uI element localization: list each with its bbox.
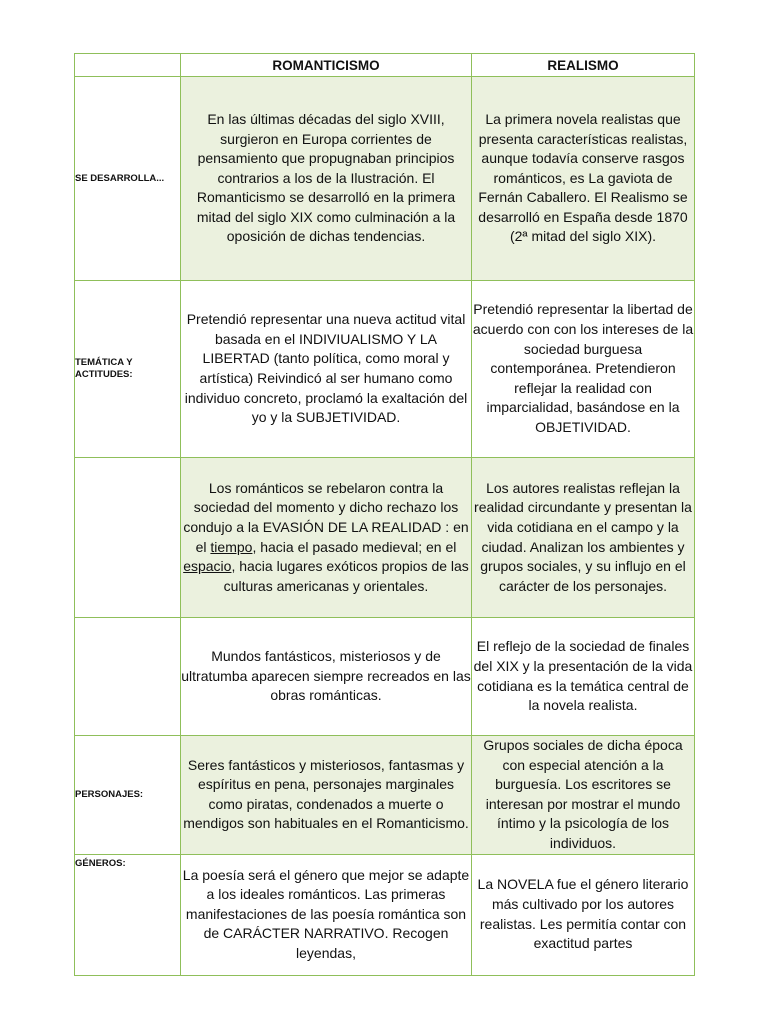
cell-romanticismo: Pretendió representar una nueva actitud vital basada en el INDIVIUALISMO Y LA LIBERTAD (tanto política, como moral y artística) Reivindicó al ser humano como individuo concreto, proclamó la exaltación del yo y la SUBJETIVIDAD.	[181, 281, 472, 458]
row-label	[75, 618, 181, 736]
header-row	[75, 54, 695, 77]
cell-romanticismo	[181, 458, 472, 618]
header-romanticismo: ROMANTICISMO	[181, 54, 472, 77]
header-realismo: REALISMO	[472, 54, 695, 77]
row-personajes	[75, 736, 695, 855]
underlined-word-tiempo: tiempo	[210, 538, 253, 555]
cell-romanticismo: Seres fantásticos y misteriosos, fantasmas y espíritus en pena, personajes marginales como piratas, condenados a muerte o mendigos son habituales en el Romanticismo.	[181, 736, 472, 855]
comparison-table	[74, 53, 695, 976]
row-mundos	[75, 618, 695, 736]
cell-realismo: Los autores realistas reflejan la realidad circundante y presentan la vida cotidiana en el campo y la ciudad. Analizan los ambientes y grupos sociales, y su influjo en el carácter de los personajes.	[472, 458, 695, 618]
cell-text: , hacia el pasado medieval; en el	[252, 538, 457, 555]
row-evasion	[75, 458, 695, 618]
row-label: GÉNEROS:	[75, 854, 181, 975]
header-corner	[75, 54, 181, 77]
cell-realismo: La primera novela realistas que presenta características realistas, aunque todavía conserve rasgos románticos, es La gaviota de Fernán Caballero. El Realismo se desarrolló en España desde 1870 (2ª mitad del siglo XIX).	[472, 77, 695, 281]
cell-romanticismo: Mundos fantásticos, misteriosos y de ultratumba aparecen siempre recreados en las obras románticas.	[181, 618, 472, 736]
row-se-desarrolla	[75, 77, 695, 281]
cell-realismo: Grupos sociales de dicha época con especial atención a la burguesía. Los escritores se interesan por mostrar el mundo íntimo y la psicología de los individuos.	[472, 736, 695, 855]
cell-text: , hacia lugares exóticos propios de las culturas americanas y orientales.	[223, 558, 469, 594]
row-label: TEMÁTICA Y ACTITUDES:	[75, 281, 181, 458]
cell-romanticismo: La poesía será el género que mejor se adapte a los ideales románticos. Las primeras manifestaciones de las poesía romántica son de CARÁCTER NARRATIVO. Recogen leyendas,	[181, 854, 472, 975]
row-generos	[75, 854, 695, 975]
cell-realismo: La NOVELA fue el género literario más cultivado por los autores realistas. Les permitía contar con exactitud partes	[472, 854, 695, 975]
cell-romanticismo: En las últimas décadas del siglo XVIII, surgieron en Europa corrientes de pensamiento que propugnaban principios contrarios a los de la Ilustración. El Romanticismo se desarrolló en la primera mitad del siglo XIX como culminación a la oposición de dichas tendencias.	[181, 77, 472, 281]
row-label	[75, 458, 181, 618]
row-label: PERSONAJES:	[75, 736, 181, 855]
cell-realismo: Pretendió representar la libertad de acuerdo con con los intereses de la sociedad burguesa contemporánea. Pretendieron reflejar la realidad con imparcialidad, basándose en la OBJETIVIDAD.	[472, 281, 695, 458]
row-label: SE DESARROLLA...	[75, 77, 181, 281]
cell-text: Los románticos se rebelaron contra la sociedad del momento y dicho rechazo los condujo a la EVASIÓN DE LA REALIDAD : en el	[183, 479, 469, 555]
cell-realismo: El reflejo de la sociedad de finales del XIX y la presentación de la vida cotidiana es la temática central de la novela realista.	[472, 618, 695, 736]
row-tematica	[75, 281, 695, 458]
underlined-word-espacio: espacio	[183, 558, 232, 575]
